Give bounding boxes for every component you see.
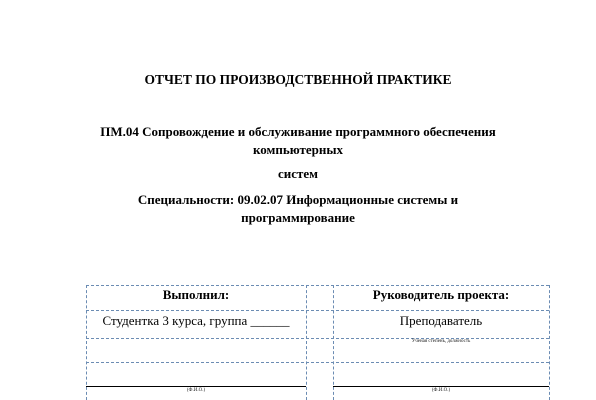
signature-table [86, 285, 549, 400]
student-group-field: Студентка 3 курса, группа ______ [102, 313, 290, 328]
table-border-right [549, 285, 550, 400]
table-row-divider [86, 362, 549, 363]
left-column-header: Выполнил: [162, 287, 230, 302]
table-column-divider [306, 285, 307, 400]
table-border-top [86, 285, 549, 286]
left-signature-line [86, 386, 306, 387]
module-title-line-3: систем [277, 166, 319, 181]
supervisor-degree-caption: Ученая степень, должность [411, 339, 471, 344]
specialty-line-2: программирование [241, 210, 355, 225]
supervisor-position: Преподаватель [399, 313, 483, 328]
supervisor-name-caption: (Ф.И.О.) [431, 388, 451, 393]
student-name-caption: (Ф.И.О.) [186, 388, 206, 393]
specialty-line-1: Специальности: 09.02.07 Информационные системы и [137, 192, 459, 207]
right-column-header: Руководитель проекта: [372, 287, 510, 302]
right-signature-line [333, 386, 549, 387]
module-title-line-1: ПМ.04 Сопровождение и обслуживание программного обеспечения [100, 124, 496, 139]
module-title-line-2: компьютерных [252, 142, 344, 157]
table-row-divider [86, 310, 549, 311]
report-title: ОТЧЕТ ПО ПРОИЗВОДСТВЕННОЙ ПРАКТИКЕ [144, 72, 452, 87]
